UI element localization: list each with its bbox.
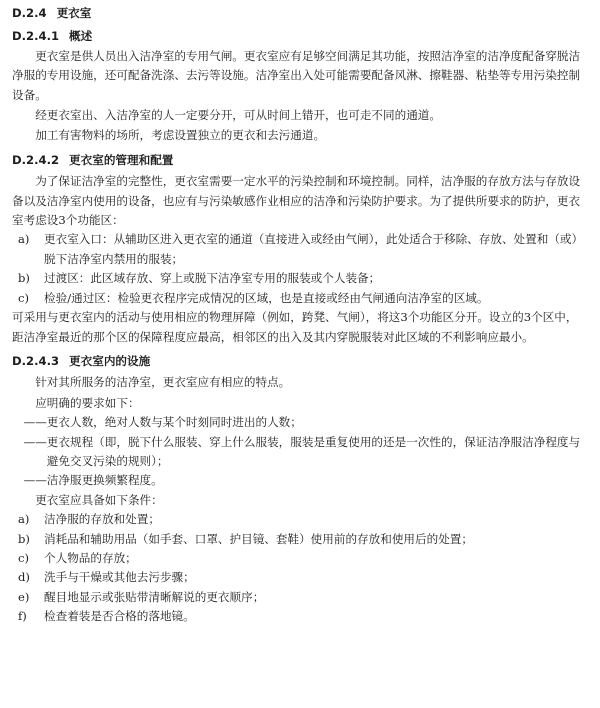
list-item-text: 洁净服的存放和处置； bbox=[44, 512, 160, 527]
list-item bbox=[12, 588, 588, 607]
paragraph: 经更衣室出、入洁净室的人一定要分开，可从时间上错开，也可走不同的通道。 bbox=[35, 108, 441, 123]
section-heading-d-2-4-3 bbox=[12, 352, 588, 371]
list-item-text: 消耗品和辅助用品（如手套、口罩、护目镜、套鞋）使用前的存放和使用后的处置； bbox=[44, 531, 473, 546]
dash-item: ——更衣人数，绝对人数与某个时刻同时进出的人数； bbox=[23, 415, 302, 430]
list-item-text: 个人物品的存放； bbox=[44, 550, 137, 565]
paragraph: 加工有害物料的场所，考虑设置独立的更衣和去污通道。 bbox=[35, 128, 326, 143]
list-item-text: 更衣室入口：从辅助区进入更衣室的通道（直接进入或经由气闸），此处适合于移除、存放、处置和（或）脱下洁净室内禁用的服装； bbox=[44, 232, 584, 266]
list-marker: f) bbox=[18, 609, 27, 624]
list-marker: c) bbox=[18, 290, 30, 305]
paragraph: 针对其所服务的洁净室，更衣室应有相应的特点。 bbox=[35, 375, 291, 390]
list-marker: e) bbox=[18, 589, 30, 604]
function-zone-list bbox=[12, 230, 588, 308]
list-item-text: 检验/通过区：检验更衣程序完成情况的区域，也是直接或经由气闸通向洁净室的区域。 bbox=[44, 290, 489, 305]
paragraph: 可采用与更衣室内的活动与使用相应的物理屏障（例如，跨凳、气闸），将这3个功能区分开。设立的3个区中，距洁净室最近的那个区的保障程度应最高，相邻区的出入及其内穿脱服装对此区域的不利影响应最小。 bbox=[12, 310, 578, 344]
list-marker: a) bbox=[18, 512, 30, 527]
section-title: 更衣室 bbox=[56, 6, 92, 20]
section-number: D.2.4.1 bbox=[12, 29, 60, 44]
list-marker: a) bbox=[18, 232, 30, 247]
section-heading-d-2-4 bbox=[12, 4, 588, 23]
list-item bbox=[12, 269, 588, 288]
section-heading-d-2-4-2 bbox=[12, 151, 588, 170]
list-item bbox=[12, 568, 588, 587]
list-marker: d) bbox=[18, 570, 30, 585]
list-item bbox=[12, 510, 588, 529]
list-item-text: 醒目地显示或张贴带清晰解说的更衣顺序； bbox=[44, 589, 265, 604]
section-number: D.2.4.3 bbox=[12, 353, 60, 368]
list-item bbox=[12, 230, 588, 269]
list-item bbox=[12, 549, 588, 568]
condition-list bbox=[12, 510, 588, 626]
section-number: D.2.4.2 bbox=[12, 152, 60, 167]
list-item-text: 检查着装是否合格的落地镜。 bbox=[44, 609, 195, 624]
paragraph: 更衣室是供人员出入洁净室的专用气闸。更衣室应有足够空间满足其功能，按照洁净室的洁净度配备穿脱洁净服的专用设施，还可配备洗涤、去污等设施。洁净室出入处可能需要配备风淋、擦鞋器、粘垫等专用污染控制设备。 bbox=[12, 48, 581, 102]
paragraph: 应明确的要求如下： bbox=[35, 395, 140, 410]
dash-item: ——更衣规程（即，脱下什么服装、穿上什么服装，服装是重复使用的还是一次性的，保证洁净服洁净程度与避免交叉污染的规则）； bbox=[23, 434, 581, 468]
list-item bbox=[12, 530, 588, 549]
list-marker: b) bbox=[18, 531, 30, 546]
section-number: D.2.4 bbox=[12, 6, 47, 20]
list-item bbox=[12, 607, 588, 626]
list-marker: c) bbox=[18, 550, 30, 565]
section-heading-d-2-4-1 bbox=[12, 27, 588, 46]
list-item-text: 过渡区：此区域存放、穿上或脱下洁净室专用的服装或个人装备； bbox=[44, 271, 381, 286]
requirement-dash-list bbox=[12, 413, 588, 491]
list-marker: b) bbox=[18, 271, 30, 286]
section-title: 更衣室的管理和配置 bbox=[69, 152, 174, 167]
list-item bbox=[12, 289, 588, 308]
dash-item: ——洁净服更换频繁程度。 bbox=[23, 473, 163, 488]
section-title: 概述 bbox=[69, 29, 93, 44]
list-item-text: 洗手与干燥或其他去污步骤； bbox=[44, 570, 195, 585]
paragraph: 更衣室应具备如下条件： bbox=[35, 492, 163, 507]
section-title: 更衣室内的设施 bbox=[69, 353, 151, 368]
paragraph: 为了保证洁净室的完整性，更衣室需要一定水平的污染控制和环境控制。同样，洁净服的存放方法与存放设备以及洁净室内使用的设备，也应有与污染敏感作业相应的洁净和污染防护要求。为了提供所要求的防护，更衣室考虑设3个功能区： bbox=[12, 174, 581, 228]
